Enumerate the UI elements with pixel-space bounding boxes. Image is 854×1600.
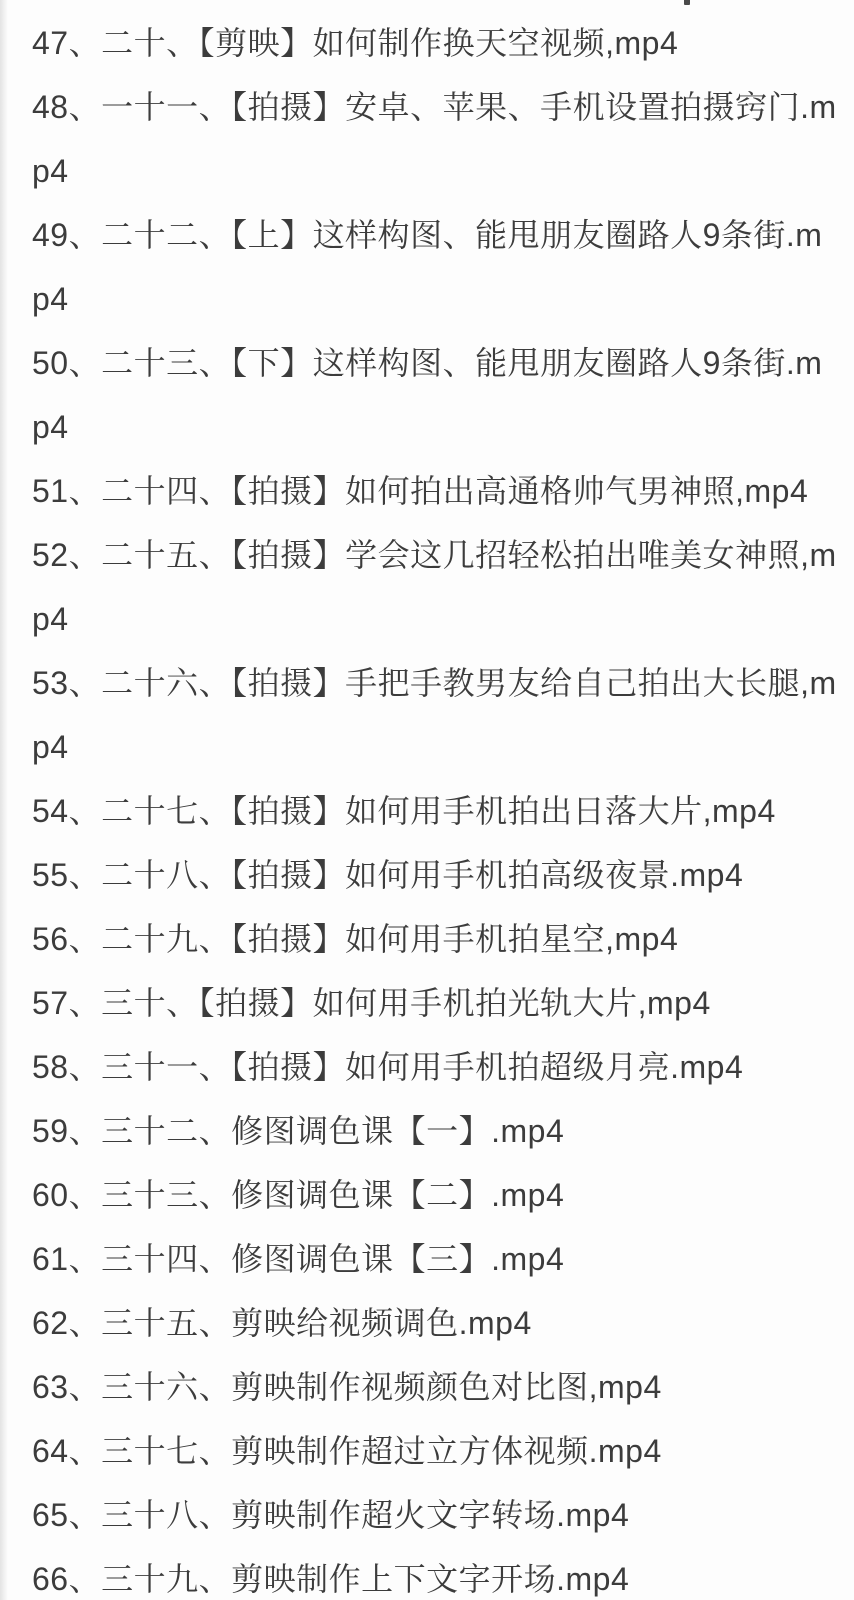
file-list-line: 55、二十八、【拍摄】如何用手机拍高级夜景.mp4	[32, 857, 744, 893]
file-list-line: 62、三十五、剪映给视频调色.mp4	[32, 1305, 532, 1341]
file-list-line: 47、二十、【剪映】如何制作换天空视频,mp4	[32, 25, 679, 61]
file-list-line: 63、三十六、剪映制作视频颜色对比图,mp4	[32, 1369, 662, 1405]
file-list-line: 60、三十三、修图调色课【二】.mp4	[32, 1177, 565, 1213]
file-list-line: 64、三十七、剪映制作超过立方体视频.mp4	[32, 1433, 662, 1469]
file-list-line: p4	[32, 729, 69, 765]
file-list-line: 61、三十四、修图调色课【三】.mp4	[32, 1241, 565, 1277]
file-list-line: p4	[32, 409, 69, 445]
file-list-line: 52、二十五、【拍摄】学会这几招轻松拍出唯美女神照,m	[32, 537, 837, 573]
file-list-line: 49、二十二、【上】这样构图、能甩朋友圈路人9条街.m	[32, 217, 823, 253]
file-list-line: 50、二十三、【下】这样构图、能甩朋友圈路人9条街.m	[32, 345, 823, 381]
file-list-line: 57、三十、【拍摄】如何用手机拍光轨大片,mp4	[32, 985, 711, 1021]
file-list-line: 53、二十六、【拍摄】手把手教男友给自己拍出大长腿,m	[32, 665, 837, 701]
file-list-line: 58、三十一、【拍摄】如何用手机拍超级月亮.mp4	[32, 1049, 744, 1085]
file-list-line: 54、二十七、【拍摄】如何用手机拍出日落大片,mp4	[32, 793, 776, 829]
file-list-line: 51、二十四、【拍摄】如何拍出高通格帅气男神照,mp4	[32, 473, 809, 509]
file-list-line: 59、三十二、修图调色课【一】.mp4	[32, 1113, 565, 1149]
file-list-line: 56、二十九、【拍摄】如何用手机拍星空,mp4	[32, 921, 679, 957]
file-list-line: p4	[32, 281, 69, 317]
file-list-line: 48、一十一、【拍摄】安卓、苹果、手机设置拍摄窍门.m	[32, 89, 837, 125]
file-list-line: p4	[32, 601, 69, 637]
file-list-line: 65、三十八、剪映制作超火文字转场.mp4	[32, 1497, 630, 1533]
file-list-line: p4	[32, 153, 69, 189]
file-list-line: 66、三十九、剪映制作上下文字开场.mp4	[32, 1561, 630, 1597]
